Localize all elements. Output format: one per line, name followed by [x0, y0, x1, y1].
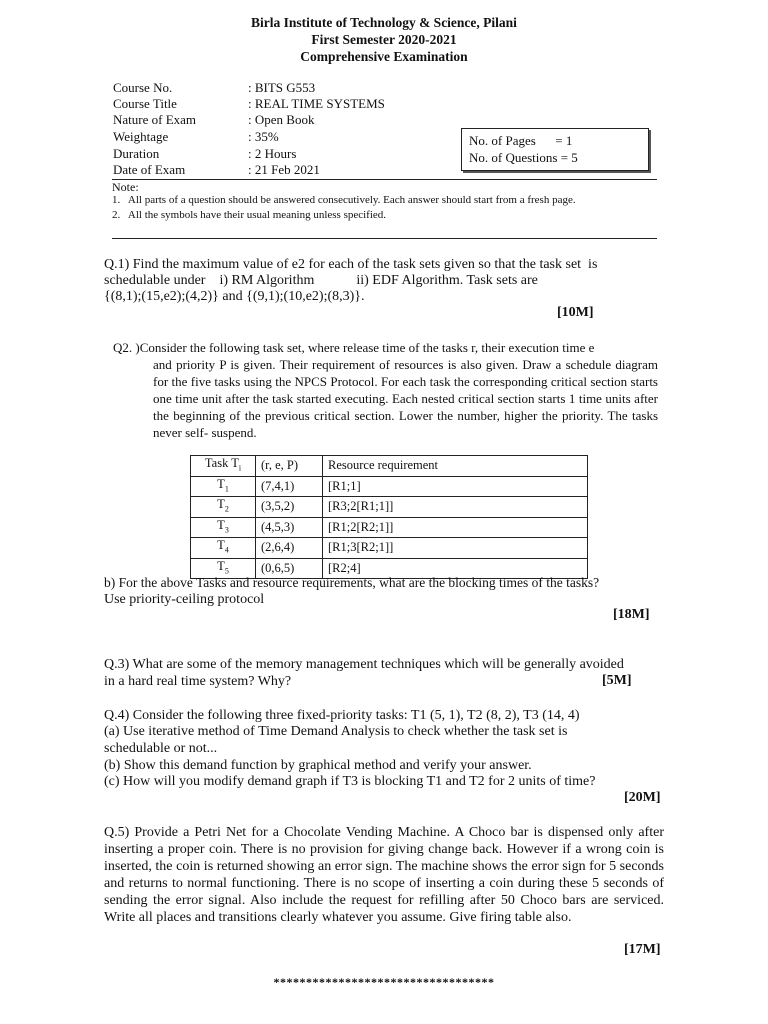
- table-header-row: [191, 456, 588, 477]
- meta-value: : 35%: [248, 129, 279, 144]
- exam-type: Comprehensive Examination: [300, 49, 468, 64]
- meta-value: : Open Book: [248, 112, 315, 127]
- meta-label: Duration: [113, 146, 160, 161]
- task-cell: $T_4$: [191, 538, 256, 559]
- rep-cell: (4,5,3): [256, 517, 323, 538]
- q4-text: (c) How will you modify demand graph if T3 is blocking T1 and T2 for 2 units of time?: [104, 774, 596, 789]
- rep-cell: (3,5,2): [256, 497, 323, 518]
- meta-label: Course No.: [113, 80, 173, 95]
- rep-cell: (2,6,4): [256, 538, 323, 559]
- q3-text: in a hard real time system? Why?: [104, 674, 292, 689]
- q2-text: and priority P is given. Their requirement of resources is also given. Draw a schedule diagram for the five tasks using the NPCS Protocol. For each task the corresponding critical section starts one time unit after the task started executing. Each nested critical section starts 1 time units after the beginning of the previous critical section. Lower the number, higher the priority. The tasks never self- suspend.: [153, 357, 658, 440]
- q4-text: (b) Show this demand function by graphical method and verify your answer.: [104, 758, 532, 773]
- meta-value: : REAL TIME SYSTEMS: [248, 96, 385, 111]
- meta-label: Weightage: [113, 129, 169, 144]
- task-cell: $T_5$: [191, 558, 256, 579]
- task-cell: $T_3$: [191, 517, 256, 538]
- q3-text: Q.3) What are some of the memory management techniques which will be generally avoided: [104, 657, 624, 672]
- q2-text: Q2. )Consider the following task set, where release time of the tasks r, their execution time e: [113, 340, 595, 355]
- table-row: [191, 497, 588, 518]
- end-marker: **********************************: [273, 975, 495, 989]
- semester: First Semester 2020-2021: [311, 32, 457, 47]
- resource-cell: [R1;1]: [323, 476, 588, 497]
- table-row: [191, 476, 588, 497]
- meta-value: : BITS G553: [248, 80, 316, 95]
- note-item: 2. All the symbols have their usual meaning unless specified.: [112, 209, 387, 221]
- q4-text: (a) Use iterative method of Time Demand Analysis to check whether the task set is: [104, 724, 568, 739]
- q2-marks: [18M]: [613, 607, 650, 622]
- rep-cell: (7,4,1): [256, 476, 323, 497]
- resource-cell: [R2;4]: [323, 558, 588, 579]
- pages-questions-box: [461, 128, 649, 171]
- pages-count: No. of Pages = 1: [469, 133, 573, 148]
- table-row: [191, 517, 588, 538]
- task-cell: $T_2$: [191, 497, 256, 518]
- resource-cell: [R1;2[R2;1]]: [323, 517, 588, 538]
- q2b-text: Use priority-ceiling protocol: [104, 592, 265, 607]
- q1-marks: [10M]: [557, 305, 594, 320]
- divider: [112, 238, 657, 239]
- resource-cell: [R1;3[R2;1]]: [323, 538, 588, 559]
- q5-text: Q.5) Provide a Petri Net for a Chocolate Vending Machine. A Choco bar is dispensed only after inserting a proper coin. There is no provision for giving change back. However if a wrong coin is inserted, the coin is returned showing an error sign. The machine shows the error sign for 5 seconds and returns to normal functioning. There is no scope of inserting a coin during these 5 seconds of sending the error signal. Also include the request for refilling after 50 Choco bars are serviced. Write all places and transitions clearly whatever you assume. Give firing table also.: [104, 825, 664, 925]
- q1-text: Q.1) Find the maximum value of e2 for each of the task sets given so that the task set is: [104, 257, 598, 272]
- rep-cell: (0,6,5): [256, 558, 323, 579]
- task-table: [190, 455, 588, 579]
- note-title: Note:: [112, 180, 139, 194]
- q1-text: {(8,1);(15,e2);(4,2)} and {(9,1);(10,e2);(8,3)}.: [104, 289, 365, 304]
- table-row: [191, 538, 588, 559]
- meta-label: Nature of Exam: [113, 112, 197, 127]
- questions-count: No. of Questions = 5: [469, 150, 578, 165]
- table-header: Resource requirement: [323, 456, 588, 477]
- table-header: (r, e, P): [256, 456, 323, 477]
- table-header: Task $T_i$: [191, 456, 256, 477]
- q4-text: Q.4) Consider the following three fixed-priority tasks: T1 (5, 1), T2 (8, 2), T3 (14, 4): [104, 708, 580, 723]
- meta-value: : 21 Feb 2021: [248, 162, 320, 177]
- q5-marks: [17M]: [624, 942, 661, 957]
- meta-value: : 2 Hours: [248, 146, 297, 161]
- institute-name: Birla Institute of Technology & Science, Pilani: [251, 15, 517, 30]
- q2b-text: b) For the above Tasks and resource requirements, what are the blocking times of the tasks?: [104, 575, 600, 590]
- q4-marks: [20M]: [624, 790, 661, 805]
- q1-text: schedulable under i) RM Algorithm ii) EDF Algorithm. Task sets are: [104, 273, 538, 288]
- q4-text: schedulable or not...: [104, 741, 218, 756]
- divider: [112, 179, 657, 180]
- note-item: 1. All parts of a question should be answered consecutively. Each answer should start from a fresh page.: [112, 194, 576, 206]
- task-cell: $T_1$: [191, 476, 256, 497]
- resource-cell: [R3;2[R1;1]]: [323, 497, 588, 518]
- meta-label: Course Title: [113, 96, 177, 111]
- meta-label: Date of Exam: [113, 162, 186, 177]
- q3-marks: [5M]: [602, 673, 632, 688]
